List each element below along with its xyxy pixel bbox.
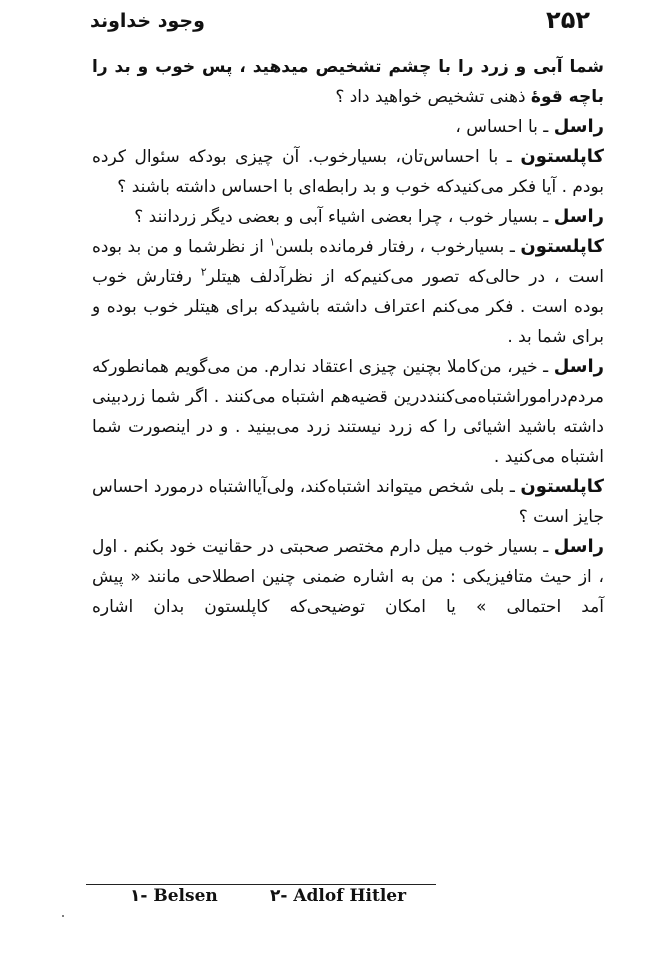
paragraph-5 <box>92 232 604 352</box>
paragraph-2 <box>92 112 604 142</box>
page-number: ۲۵۲ <box>546 6 590 34</box>
paragraph-5-text-a: ـ بسیارخوب ، رفتار فرمانده بلسن <box>275 237 515 257</box>
speaker-name: کاپلستون <box>520 146 605 167</box>
speaker-name: راسل <box>553 536 604 557</box>
footnote-2-text: Adlof Hitler <box>293 886 407 906</box>
paragraph-6-text: ـ خیر، من‌کاملا بچنین چیزی اعتقاد ندارم. من می‌گویم همانطورکه مردم‌درامورا‌شتباه‌می‌کنند‌در‌ین قضیه‌هم اشتباه می‌کنند . اگر شما زردبینی داشته باشید اشیائی را که زرد نیستند زرد می‌بینید . و در اینصورت شما اشتباه می‌کنید . <box>92 357 604 467</box>
speaker-name: کاپلستون <box>520 476 605 497</box>
footnote-2-number: ۲- <box>270 886 288 906</box>
paragraph-6 <box>92 352 604 472</box>
ink-speck <box>62 915 64 917</box>
dialogue-body <box>92 52 604 622</box>
paragraph-3-text: ـ با احساس‌تان، بسیارخوب. آن چیزی بودکه سئوال کرده بودم . آیا فکر می‌کنیدکه خوب و بد رابطه‌ای با احساس داشته باشند ؟ <box>92 147 604 197</box>
paragraph-4 <box>92 202 604 232</box>
footnote-1 <box>130 886 218 906</box>
speaker-name: راسل <box>553 356 604 377</box>
paragraph-7-text: ـ بلی شخص میتواند اشتباه‌کند، ولی‌آیااشتباه درمورد احساس جایز است ؟ <box>92 477 604 527</box>
paragraph-2-text: ـ با احساس ، <box>455 117 549 137</box>
footnote-ref-1: ۱ <box>269 235 276 249</box>
running-title: وجود خداوند <box>90 10 205 32</box>
paragraph-1 <box>92 52 604 112</box>
paragraph-7 <box>92 472 604 532</box>
page-header <box>90 6 590 42</box>
paragraph-1-text: ذهنی تشخیص خواهید داد ؟ <box>335 87 526 107</box>
speaker-name: راسل <box>553 116 604 137</box>
footnote-1-number: ۱- <box>130 886 148 906</box>
paragraph-3 <box>92 142 604 202</box>
speaker-name: کاپلستون <box>520 236 605 257</box>
footnotes <box>110 886 440 916</box>
speaker-name: راسل <box>553 206 604 227</box>
paragraph-5-text-b: از نظرشما و من بد بوده است ، در حالی‌که تصور می‌کنیم‌که از نظرآدلف هیتلر <box>92 237 605 287</box>
footnote-1-text: Belsen <box>153 886 218 906</box>
paragraph-8 <box>92 532 604 622</box>
paragraph-1-lead: شما آبی و زرد را با چشم تشخیص میدهید ، پس خوب و بد را باچه قوهٔ <box>92 57 604 107</box>
footnote-divider <box>86 884 436 885</box>
footnote-2 <box>270 886 406 906</box>
footnote-ref-2: ۲ <box>200 265 207 279</box>
paragraph-8-text: ـ بسیار خوب میل دارم مختصر صحبتی در حقانیت خود بکنم . اول ، از حیث متافیزیکی : من به اشاره ضمنی چنین اصطلاحی مانند « پیش آمد احتمالی » یا امکان توضیحی‌که کاپلستون بدان اشاره <box>92 537 604 617</box>
paragraph-5-text-c: رفتارش خوب بوده است . فکر می‌کنم اعتراف داشته باشیدکه برای هیتلر خوب بوده و برای شما بد . <box>92 267 604 347</box>
paragraph-4-text: ـ بسیار خوب ، چرا بعضی اشیاء آبی و بعضی دیگر زردانند ؟ <box>134 207 549 227</box>
